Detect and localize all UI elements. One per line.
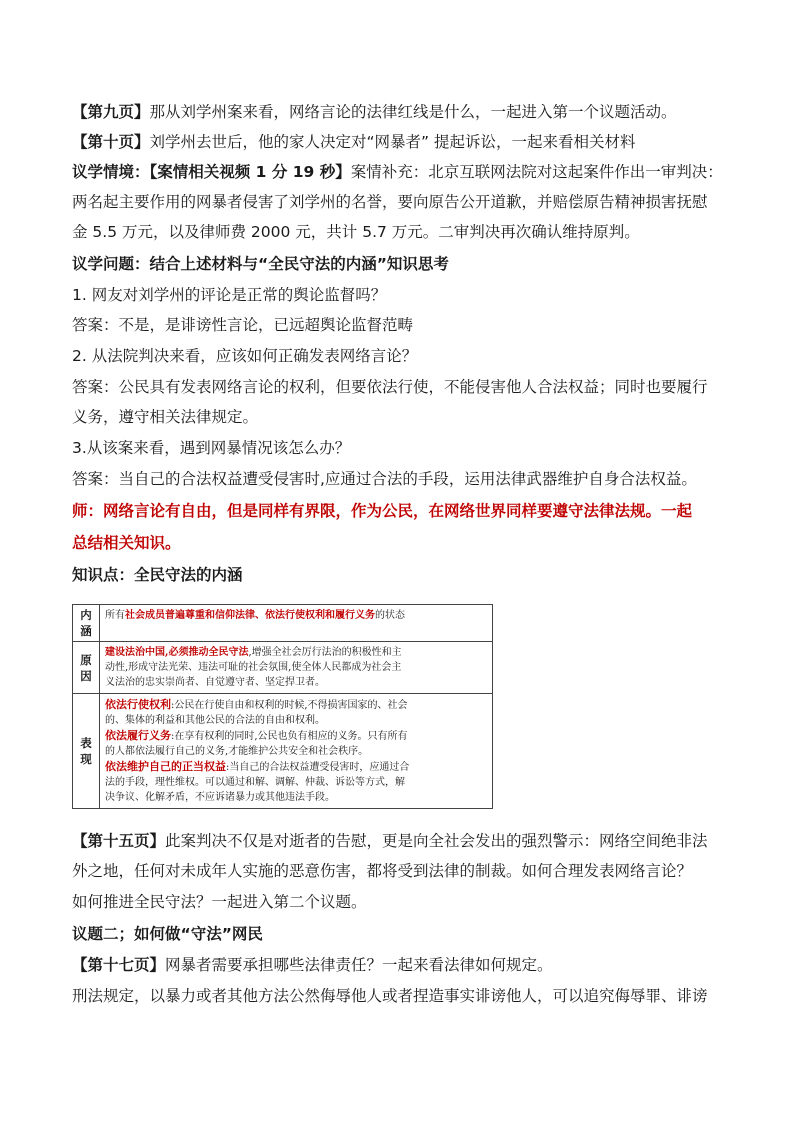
page-tag: 【第九页】 xyxy=(72,103,150,121)
cell-highlight: 依法维护自己的正当权益 xyxy=(105,760,226,773)
answer-3: 答案：当自己的合法权益遭受侵害时,应通过合法的手段，运用法律武器维护自身合法权益。 xyxy=(72,470,697,488)
row-header: 内涵 xyxy=(73,605,100,642)
paragraph-text: 网暴者需要承担哪些法律责任？一起来看法律如何规定。 xyxy=(165,956,553,974)
scenario-text: 案情补充：北京互联网法院对这起案件作出一审判决： xyxy=(350,163,723,181)
cell-text: :当自己的合法权益遭受侵害时，应通过合 xyxy=(226,762,410,773)
scenario-line-1 xyxy=(72,162,732,182)
cell-highlight: 依法行使权利 xyxy=(105,698,171,711)
paragraph-page15-line-2: 外之地，任何对未成年人实施的恶意伤害，都将受到法律的制裁。如何合理发表网络言论？ xyxy=(72,862,693,880)
paragraph-page17 xyxy=(72,955,732,975)
answer-2-line-1: 答案：公民具有发表网络言论的权利，但要依法行使，不能侵害他人合法权益；同时也要履行 xyxy=(72,378,708,396)
paragraph-text: 刘学州去世后，他的家人决定对“网暴者” 提起诉讼，一起来看相关材料 xyxy=(149,133,636,151)
paragraph-page9 xyxy=(72,102,732,122)
teacher-note-line-2: 总结相关知识。 xyxy=(72,534,181,552)
question-heading: 议学问题：结合上述材料与“全民守法的内涵”知识思考 xyxy=(72,255,449,273)
cell-text: 的人都依法履行自己的义务,才能维护公共安全和社会秩序。 xyxy=(105,746,369,757)
cell-text: :在享有权利的同时,公民也负有相应的义务。只有所有 xyxy=(171,731,408,742)
cell-text: 的、集体的利益和其他公民的合法的自由和权利。 xyxy=(105,715,325,726)
paragraph-page10 xyxy=(72,132,732,152)
cell-text: 动性,形成守法光荣、违法可耻的社会氛围,使全体人民都成为社会主 xyxy=(105,662,402,673)
paragraph-text: 此案判决不仅是对逝者的告慰，更是向全社会发出的强烈警示：网络空间绝非法 xyxy=(165,832,708,850)
table-row xyxy=(73,694,493,809)
law-paragraph-line: 刑法规定，以暴力或者其他方法公然侮辱他人或者捏造事实诽谤他人，可以追究侮辱罪、诽谤 xyxy=(72,987,708,1005)
paragraph-page15-line-3: 如何推进全民守法？一起进入第二个议题。 xyxy=(72,893,367,911)
row-header: 原因 xyxy=(73,642,100,694)
paragraph-page15-line-1 xyxy=(72,831,732,851)
cell-text: 决争议、化解矛盾，不应诉诸暴力或其他违法手段。 xyxy=(105,792,335,803)
cell-text: 义法治的忠实崇尚者、自觉遵守者、坚定捍卫者。 xyxy=(105,677,325,688)
table-cell xyxy=(100,642,493,694)
table-row xyxy=(73,605,493,642)
question-3: 3.从该案来看，遇到网暴情况该怎么办？ xyxy=(72,439,351,457)
knowledge-heading: 知识点：全民守法的内涵 xyxy=(72,566,243,584)
cell-text: 法的手段，理性维权。可以通过和解、调解、仲裁、诉讼等方式，解 xyxy=(105,777,405,788)
question-2: 2. 从法院判决来看，应该如何正确发表网络言论？ xyxy=(72,347,418,365)
table-cell xyxy=(100,605,493,642)
row-header: 表现 xyxy=(73,694,100,809)
cell-text: ,增强全社会厉行法治的积极性和主 xyxy=(248,647,402,658)
cell-highlight: 建设法治中国,必须推动全民守法 xyxy=(105,647,249,658)
scenario-line-3: 金 5.5 万元，以及律师费 2000 元，共计 5.7 万元。二审判决再次确认维持原判。 xyxy=(72,223,640,241)
answer-2-line-2: 义务，遵守相关法律规定。 xyxy=(72,408,259,426)
page-tag: 【第十七页】 xyxy=(72,956,166,974)
scenario-line-2: 两名起主要作用的网暴者侵害了刘学州的名誉，要向原告公开道歉，并赔偿原告精神损害抚慰 xyxy=(72,193,708,211)
table-row xyxy=(73,642,493,694)
question-1: 1. 网友对刘学州的评论是正常的舆论监督吗？ xyxy=(72,286,387,304)
cell-text: 的状态 xyxy=(375,610,405,621)
knowledge-table xyxy=(72,604,493,809)
cell-text: :公民在行使自由和权利的时候,不得损害国家的、社会 xyxy=(171,700,408,711)
cell-highlight: 社会成员普遍尊重和信仰法律、依法行使权利和履行义务 xyxy=(125,610,375,621)
table-cell xyxy=(100,694,493,809)
page-tag: 【第十页】 xyxy=(72,133,150,151)
topic-2-heading: 议题二；如何做“守法”网民 xyxy=(72,925,263,943)
teacher-note-line-1: 师：网络言论有自由，但是同样有界限，作为公民，在网络世界同样要遵守法律法规。一起 xyxy=(72,502,693,520)
video-ref: 【案情相关视频 1 分 19 秒】 xyxy=(149,163,351,181)
cell-highlight: 依法履行义务 xyxy=(105,729,171,742)
cell-text: 所有 xyxy=(105,610,125,621)
page-tag: 【第十五页】 xyxy=(72,832,166,850)
paragraph-text: 那从刘学州案来看，网络言论的法律红线是什么，一起进入第一个议题活动。 xyxy=(149,103,677,121)
scenario-label: 议学情境： xyxy=(72,163,150,181)
answer-1: 答案：不是，是诽谤性言论，已远超舆论监督范畴 xyxy=(72,316,414,334)
